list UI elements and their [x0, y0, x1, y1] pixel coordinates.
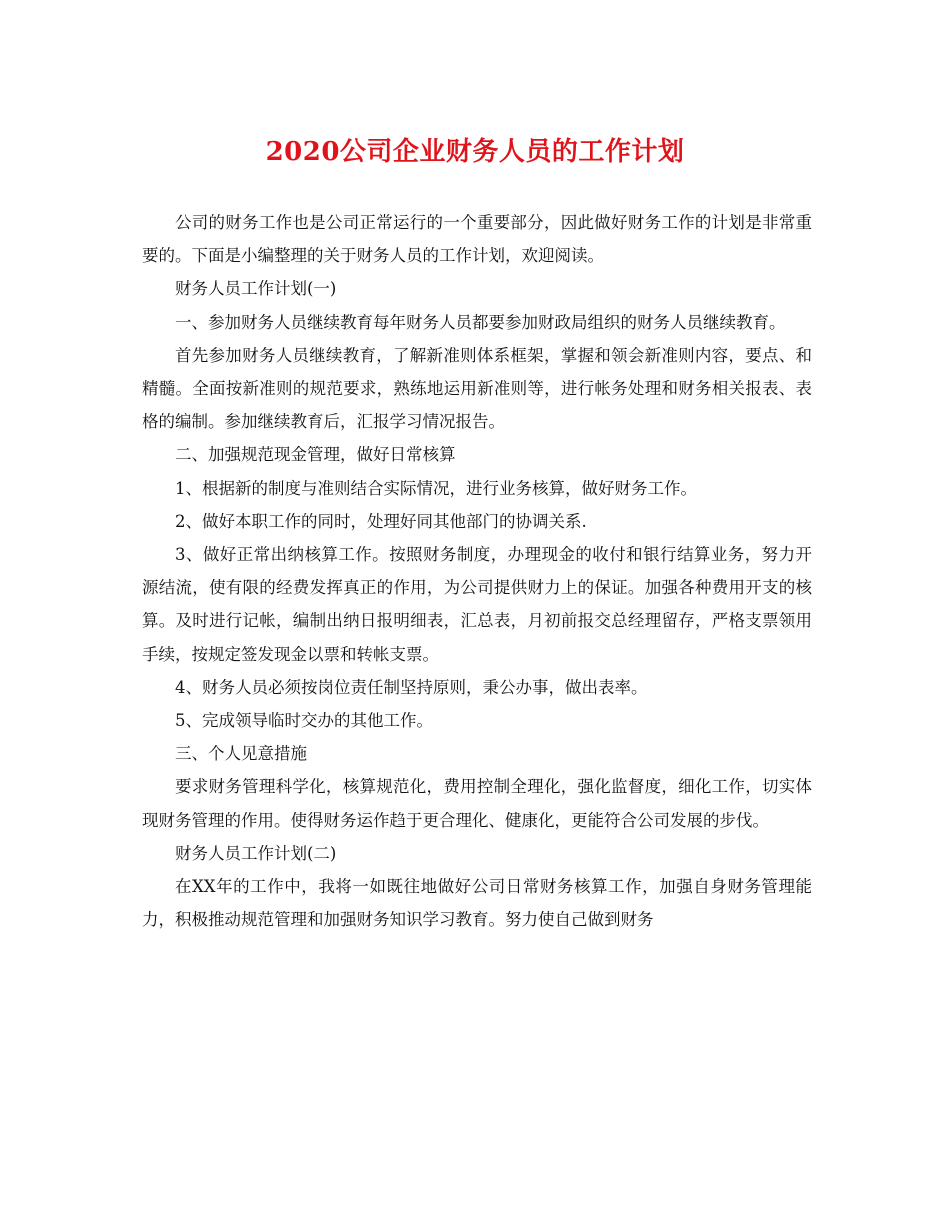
section-heading-plan-1: 财务人员工作计划(一)	[175, 279, 337, 299]
document-title: 2020公司企业财务人员的工作计划	[265, 137, 685, 167]
paragraph-continuing-education: 一、参加财务人员继续教育每年财务人员都要参加财政局组织的财务人员继续教育。	[175, 312, 786, 332]
document-body	[142, 206, 812, 936]
list-item-4: 4、财务人员必须按岗位责任制坚持原则，秉公办事，做出表率。	[175, 677, 648, 697]
paragraph-plan-2-intro: 在XX年的工作中，我将一如既往地做好公司日常财务核算工作，加强自身财务管理能力，积极推动规范管理和加强财务知识学习教育。努力使自己做到财务	[142, 877, 812, 930]
section-heading-cash-management: 二、加强规范现金管理，做好日常核算	[175, 445, 456, 465]
list-item-5: 5、完成领导临时交办的其他工作。	[175, 711, 433, 731]
list-item-3: 3、做好正常出纳核算工作。按照财务制度，办理现金的收付和银行结算业务，努力开源结流，使有限的经费发挥真正的作用，为公司提供财力上的保证。加强各种费用开支的核算。及时进行记帐，编制出纳日报明细表，汇总表，月初前报交总经理留存，严格支票领用手续，按规定签发现金以票和转帐支票。	[142, 545, 812, 664]
section-heading-personal-suggestions: 三、个人见意措施	[175, 744, 307, 764]
section-heading-plan-2: 财务人员工作计划(二)	[175, 843, 337, 863]
intro-paragraph: 公司的财务工作也是公司正常运行的一个重要部分，因此做好财务工作的计划是非常重要的。下面是小编整理的关于财务人员的工作计划，欢迎阅读。	[142, 213, 812, 266]
list-item-1: 1、根据新的制度与准则结合实际情况，进行业务核算，做好财务工作。	[175, 478, 697, 498]
paragraph-requirements: 要求财务管理科学化，核算规范化，费用控制全理化，强化监督度，细化工作，切实体现财务管理的作用。使得财务运作趋于更合理化、健康化，更能符合公司发展的步伐。	[142, 777, 812, 830]
paragraph-new-standards: 首先参加财务人员继续教育，了解新准则体系框架，掌握和领会新准则内容，要点、和精髓。全面按新准则的规范要求，熟练地运用新准则等，进行帐务处理和财务相关报表、表格的编制。参加继续教育后，汇报学习情况报告。	[142, 345, 812, 432]
list-item-2: 2、做好本职工作的同时，处理好同其他部门的协调关系.	[175, 511, 587, 531]
